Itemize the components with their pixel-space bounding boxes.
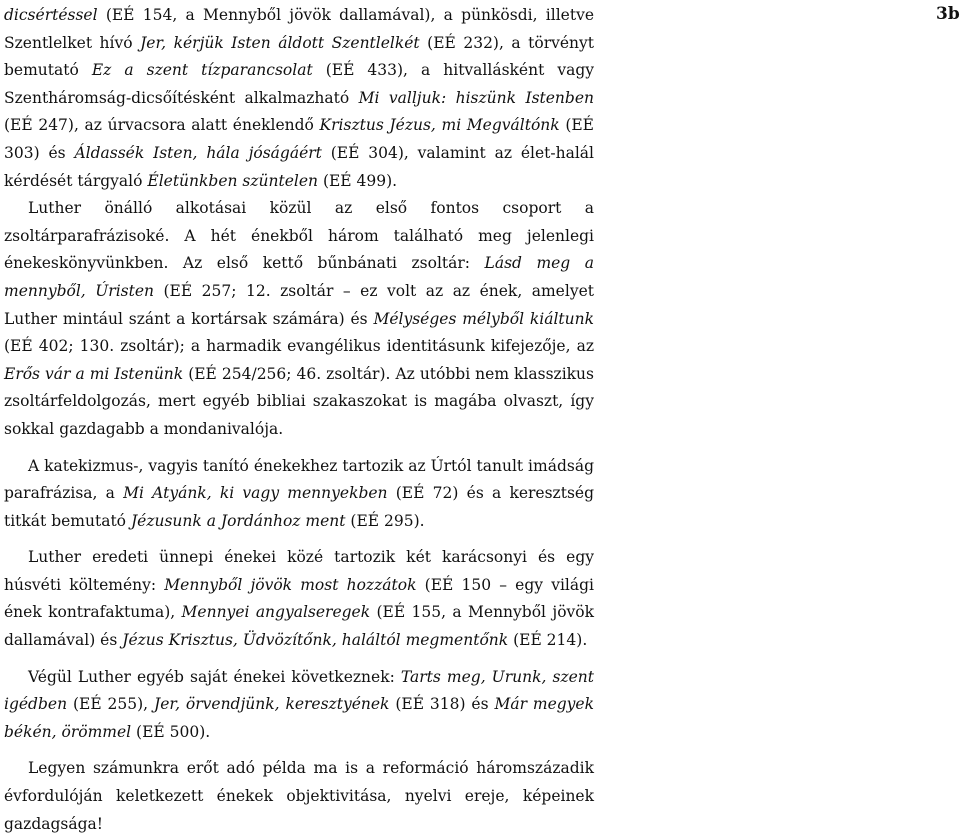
paragraph-4 [4, 544, 594, 654]
text-run: Legyen számunkra erőt adó példa ma is a reformáció háromszázadik évfordulóján keletkezett énekek objektivitása, nyelvi ereje, képeinek gazdagsága! [4, 759, 594, 833]
paragraph-6 [4, 755, 594, 838]
hymn-title: dicsértéssel [4, 6, 98, 24]
paragraph-2 [4, 195, 594, 443]
text-run: (EÉ 318) és [389, 695, 495, 714]
hymn-title: Mélységes mélyből kiáltunk [373, 309, 594, 328]
hymn-title: Áldassék Isten, hála jóságáért [74, 143, 322, 162]
page-number: 3b [936, 4, 960, 24]
text-run: A katekizmus-, vagyis tanító énekekhez tartozik az Úrtól tanult imádság parafrázisa, a [4, 456, 594, 503]
document-body [4, 2, 594, 838]
text-run: (EÉ 254/256; 46. zsoltár). Az utóbbi nem klasszikus zsoltárfeldolgozás, mert egyéb bibliai szakaszokat is magába olvaszt, így sokkal gazdagabb a mondanivalója. [4, 364, 594, 438]
text-run: (EÉ 295). [345, 511, 425, 530]
text-run: (EÉ 255), [67, 695, 154, 714]
paragraph-3 [4, 453, 594, 536]
hymn-title: Tarts meg, Urunk, szent igédben [4, 667, 594, 714]
hymn-title: Mi Atyánk, ki vagy mennyekben [123, 484, 388, 503]
paragraph-1 [4, 2, 594, 195]
hymn-title: Mennyei angyalseregek [181, 603, 371, 622]
text-run: (EÉ 154, a Mennyből jövök dallamával), a pünkösdi, illetve Szentlelket hívó [4, 6, 594, 52]
text-run: (EÉ 402; 130. zsoltár); a harmadik evangélikus identitásunk kifejezője, az [4, 337, 594, 356]
text-run: Luther önálló alkotásai közül az első fontos csoport a zsoltárparafrázisoké. A hét énekből három található meg jelenlegi énekeskönyvünkben. Az első kettő bűnbánati zsoltár: [4, 199, 594, 273]
hymn-title: Krisztus Jézus, mi Megváltónk [319, 116, 560, 135]
text-run: (EÉ 232), a törvényt bemutató [4, 33, 594, 80]
text-run: (EÉ 214). [508, 631, 588, 650]
hymn-title: Mennyből jövök most hozzátok [164, 575, 417, 594]
text-run: Luther eredeti ünnepi énekei közé tartozik két karácsonyi és egy húsvéti költemény: [4, 548, 594, 594]
text-run: (EÉ 72) és a keresztség titkát bemutató [4, 484, 594, 530]
hymn-title: Már megyek békén, örömmel [4, 695, 594, 741]
text-run: (EÉ 500). [131, 722, 211, 741]
text-run: (EÉ 150 – egy világi ének kontrafaktuma), [4, 575, 594, 622]
text-run: (EÉ 247), az úrvacsora alatt éneklendő [4, 116, 320, 135]
hymn-title: Erős vár a mi Istenünk [4, 364, 184, 383]
hymn-title: Mi valljuk: hiszünk Istenben [358, 88, 594, 107]
hymn-title: Ez a szent tízparancsolat [91, 61, 313, 80]
text-run: (EÉ 304), valamint az élet-halál kérdését tárgyaló [4, 143, 594, 190]
text-run: (EÉ 155, a Mennyből jövök dallamával) és [4, 603, 595, 650]
text-run: (EÉ 433), a hitvallásként vagy Szentháromság-dicsőítésként alkalmazható [4, 61, 595, 107]
text-run: (EÉ 499). [318, 171, 398, 190]
hymn-title: Jézusunk a Jordánhoz ment [130, 511, 346, 530]
text-run: Végül Luther egyéb saját énekei következnek: [28, 667, 401, 686]
hymn-title: Jer, kérjük Isten áldott Szentlelkét [140, 33, 420, 52]
hymn-title: Életünkben szüntelen [147, 171, 319, 190]
hymn-title: Jer, örvendjünk, keresztyének [153, 695, 390, 714]
hymn-title: Lásd meg a mennyből, Úristen [4, 254, 594, 300]
text-run: (EÉ 303) és [4, 116, 594, 162]
text-run: (EÉ 257; 12. zsoltár – ez volt az az ének, amelyet Luther mintául szánt a kortársak számára) és [4, 281, 594, 328]
hymn-title: Jézus Krisztus, Üdvözítőnk, haláltól megmentőnk [122, 631, 509, 650]
paragraph-5 [4, 664, 594, 747]
